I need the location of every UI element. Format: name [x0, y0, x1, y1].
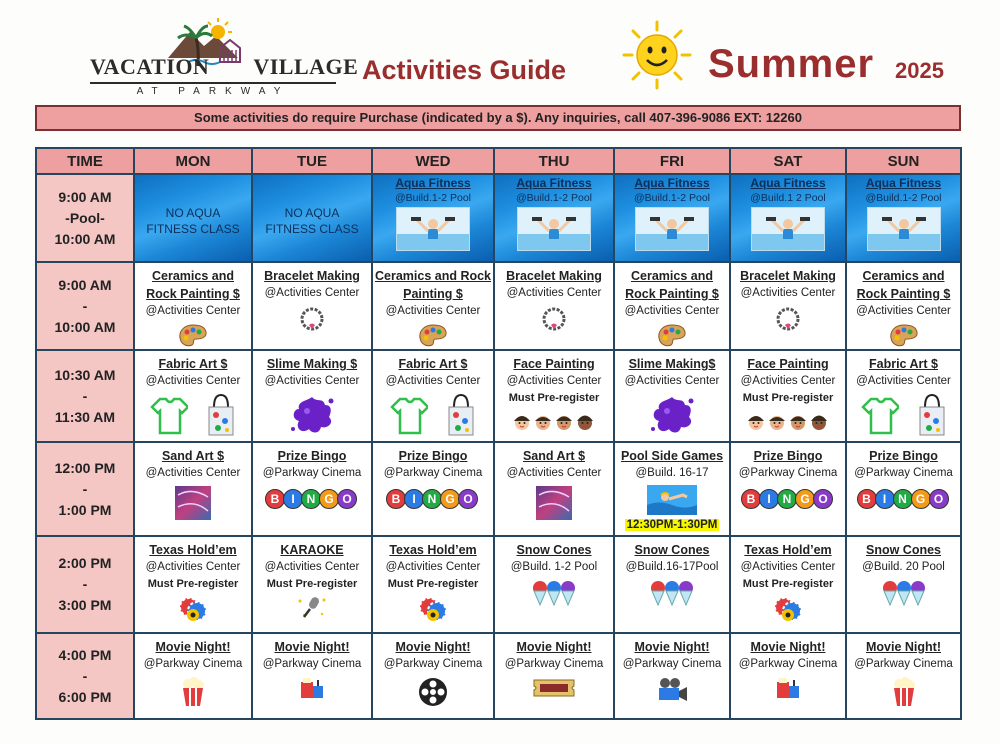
time-text: 12:00 PM: [54, 459, 116, 476]
movie-snacks-icon: [299, 676, 325, 700]
activity-location: @Parkway Cinema: [262, 467, 362, 479]
time-slot-label: [36, 262, 134, 350]
dumbbell-swimmer-icon: [636, 208, 708, 250]
activity-icon-wrap: [731, 595, 845, 623]
activity-title: Fabric Art $: [158, 357, 228, 371]
activity-cell: [494, 174, 614, 262]
activity-cell: [372, 633, 494, 719]
activity-title: Bracelet Making: [506, 269, 602, 283]
activity-cell: [730, 633, 846, 719]
aqua-fitness-image: [867, 207, 941, 251]
activity-title: Fabric Art $: [868, 357, 938, 371]
activity-icon-wrap: [731, 676, 845, 700]
activity-title: Aqua Fitness: [865, 176, 942, 190]
activity-title: Face Painting: [513, 357, 595, 371]
activity-location: @Activities Center: [264, 287, 360, 299]
tshirt-bag-icon: [150, 395, 188, 435]
activity-cell: [730, 442, 846, 536]
bingo-ball: N: [777, 489, 797, 509]
no-aqua-fitness-text: [135, 175, 251, 237]
activity-icon-wrap: [847, 676, 960, 708]
activity-location: @Parkway Cinema: [854, 467, 953, 479]
activity-cell: [494, 442, 614, 536]
activity-icon-wrap: [135, 393, 251, 437]
time-slot-label: [36, 633, 134, 719]
activity-icon-wrap: [253, 676, 371, 700]
activity-title: Aqua Fitness: [634, 176, 710, 190]
activity-title: Aqua Fitness: [516, 176, 592, 190]
activity-location: @Build.1-2 Pool: [865, 192, 942, 204]
no-aqua-fitness-text: [253, 175, 371, 237]
day-header-row: [36, 148, 961, 174]
activity-cell: [134, 633, 252, 719]
bingo-ball: O: [813, 489, 833, 509]
activity-location: @Build.1-2 Pool: [633, 192, 711, 204]
activity-icon-wrap: [731, 485, 845, 509]
activity-icon-wrap: [847, 485, 960, 509]
activity-icon-wrap: [253, 393, 371, 435]
bingo-ball: B: [386, 489, 406, 509]
activity-location: @Activities Center: [506, 467, 602, 479]
poker-chips-icon: [772, 595, 804, 623]
time-text: 2:00 PM: [58, 555, 112, 571]
logo-word-vacation: VACATION: [90, 54, 210, 79]
bracelet-icon: [298, 305, 326, 333]
activity-title: Texas Hold’em: [389, 543, 477, 557]
bingo-icon: [388, 489, 478, 509]
activity-icon-wrap: [495, 409, 613, 435]
tote-bag-icon: [917, 393, 947, 437]
activity-icon-wrap: [495, 305, 613, 333]
microphone-icon: [294, 595, 330, 619]
no-aqua-line: FITNESS CLASS: [146, 222, 240, 236]
aqua-fitness-image: [517, 207, 591, 251]
activity-location: @Parkway Cinema: [854, 658, 953, 670]
bingo-ball: B: [265, 489, 285, 509]
logo-subtitle: AT PARKWAY: [136, 86, 290, 97]
activity-icon-wrap: [731, 305, 845, 333]
activity-title: Movie Night!: [395, 640, 471, 654]
column-header-time: TIME: [36, 148, 134, 174]
activity-icon-wrap: [253, 305, 371, 333]
painted-faces-icon: [512, 409, 596, 435]
activity-icon-wrap: [253, 485, 371, 509]
activity-icon-wrap: [135, 676, 251, 708]
activity-title: Pool Side Games: [620, 449, 724, 463]
activity-location: @Activities Center: [385, 305, 481, 317]
time-text: 11:30 AM: [54, 408, 116, 425]
bingo-ball: B: [741, 489, 761, 509]
movie-ticket-icon: [532, 676, 576, 700]
time-text: -: [82, 480, 88, 497]
activity-cell: [614, 350, 730, 442]
film-camera-icon: [655, 676, 689, 702]
pre-register-note: Must Pre-register: [147, 578, 239, 590]
snow-cones-icon: [650, 579, 694, 607]
activity-icon-wrap: [253, 595, 371, 619]
activity-cell: [846, 442, 961, 536]
activity-title: Aqua Fitness: [750, 176, 826, 190]
activity-location: @Build. 16-17: [635, 467, 709, 479]
activity-location: @Parkway Cinema: [738, 658, 838, 670]
activity-location: @Activities Center: [624, 375, 720, 387]
activity-title: Movie Night!: [516, 640, 592, 654]
activity-location: @Activities Center: [145, 561, 241, 573]
time-text: 9:00 AM: [58, 188, 112, 205]
activity-title: Movie Night!: [274, 640, 350, 654]
activity-cell: [252, 442, 372, 536]
bingo-ball: N: [301, 489, 321, 509]
vacation-village-logo: [82, 18, 359, 100]
dumbbell-swimmer-icon: [518, 208, 590, 250]
film-projector-icon: [417, 676, 449, 708]
activity-location: @Activities Center: [506, 287, 602, 299]
activity-location: @Activities Center: [264, 375, 360, 387]
column-header-sat: SAT: [730, 148, 846, 174]
sand-art-icon: [535, 485, 573, 521]
bingo-ball: G: [440, 489, 460, 509]
pre-register-note: Must Pre-register: [742, 392, 834, 404]
bracelet-icon: [540, 305, 568, 333]
column-header-thu: THU: [494, 148, 614, 174]
activity-location: @Activities Center: [145, 467, 241, 479]
time-slot-row: [36, 633, 961, 719]
activity-cell: [134, 536, 252, 633]
activity-icon-wrap: [847, 323, 960, 349]
activity-cell: [252, 262, 372, 350]
activity-location: @Activities Center: [145, 375, 241, 387]
pre-register-note: Must Pre-register: [508, 392, 600, 404]
time-slot-label: [36, 174, 134, 262]
activity-title: Ceramics and Rock Painting $: [625, 269, 719, 301]
bingo-ball: N: [422, 489, 442, 509]
activity-title: Sand Art $: [161, 449, 225, 463]
snow-cones-icon: [532, 579, 576, 607]
time-text: 10:00 AM: [54, 230, 116, 247]
activity-title: Aqua Fitness: [395, 176, 471, 190]
palette-icon: [418, 323, 448, 349]
activity-icon-wrap: [615, 676, 729, 702]
bingo-icon: [267, 489, 357, 509]
tshirt-bag-icon: [861, 395, 899, 435]
activity-location: @Build.1 2 Pool: [750, 192, 826, 204]
aqua-fitness-image: [396, 207, 470, 251]
activities-schedule-table: [35, 147, 962, 720]
time-slot-row: [36, 442, 961, 536]
column-header-wed: WED: [372, 148, 494, 174]
bracelet-icon: [774, 305, 802, 333]
activity-icon-wrap: [495, 676, 613, 700]
palette-icon: [657, 323, 687, 349]
activity-cell: [494, 350, 614, 442]
bingo-ball: O: [337, 489, 357, 509]
dumbbell-swimmer-icon: [868, 208, 940, 250]
activity-location: @Activities Center: [385, 375, 481, 387]
activity-title: Fabric Art $: [398, 357, 468, 371]
activity-icon-wrap: [373, 595, 493, 623]
activity-location: @Activities Center: [264, 561, 360, 573]
tote-bag-icon: [446, 393, 476, 437]
activity-cell: [134, 442, 252, 536]
logo-divider: [90, 82, 336, 84]
bingo-icon: [859, 489, 949, 509]
activity-cell: [730, 350, 846, 442]
time-highlight-badge: 12:30PM-1:30PM: [626, 519, 718, 531]
bingo-ball: B: [857, 489, 877, 509]
activity-cell: [846, 536, 961, 633]
aqua-fitness-image: [635, 207, 709, 251]
activity-location: @Build. 20 Pool: [862, 561, 945, 573]
activity-cell: [494, 536, 614, 633]
poker-chips-icon: [177, 595, 209, 623]
poker-chips-icon: [417, 595, 449, 623]
popcorn-icon: [891, 676, 917, 708]
activity-title: Bracelet Making: [740, 269, 836, 283]
activity-title: Movie Night!: [634, 640, 710, 654]
bingo-ball: I: [404, 489, 424, 509]
pre-register-note: Must Pre-register: [742, 578, 834, 590]
page-title: Activities Guide: [362, 55, 567, 85]
activity-title: Texas Hold’em: [149, 543, 237, 557]
time-text: 10:30 AM: [54, 366, 116, 383]
activity-title: Sand Art $: [522, 449, 586, 463]
popcorn-icon: [180, 676, 206, 708]
activity-cell: [846, 262, 961, 350]
activity-location: @Parkway Cinema: [383, 467, 483, 479]
activity-title: Snow Cones: [516, 543, 592, 557]
bingo-ball: G: [911, 489, 931, 509]
time-text: -Pool-: [65, 209, 105, 226]
activity-cell: [614, 633, 730, 719]
time-text: 10:00 AM: [54, 318, 116, 335]
activity-title: Prize Bingo: [869, 449, 938, 463]
activity-cell: [846, 174, 961, 262]
bingo-ball: O: [458, 489, 478, 509]
activity-location: @Activities Center: [740, 287, 836, 299]
no-aqua-line: NO AQUA: [165, 206, 221, 220]
activity-cell: [372, 536, 494, 633]
activity-cell: [252, 174, 372, 262]
activity-cell: [252, 536, 372, 633]
activity-location: @Parkway Cinema: [143, 658, 243, 670]
column-header-mon: MON: [134, 148, 252, 174]
activity-location: @Activities Center: [740, 375, 836, 387]
activity-title: Movie Night!: [750, 640, 826, 654]
activity-icon-wrap: [495, 485, 613, 521]
time-slot-label: [36, 442, 134, 536]
activity-icon-wrap: [373, 393, 493, 437]
tote-bag-icon: [206, 393, 236, 437]
logo-word-village: VILLAGE: [253, 54, 359, 79]
activity-location: @Parkway Cinema: [622, 658, 722, 670]
activity-title: Prize Bingo: [277, 449, 347, 463]
bingo-ball: O: [929, 489, 949, 509]
season-title: Summer: [708, 42, 875, 86]
activity-title: Slime Making$: [628, 357, 716, 371]
activity-cell: [372, 262, 494, 350]
activity-icon-wrap: [847, 579, 960, 607]
column-header-sun: SUN: [846, 148, 961, 174]
no-aqua-line: NO AQUA: [284, 206, 340, 220]
tshirt-bag-icon: [390, 395, 428, 435]
aqua-fitness-image: [751, 207, 825, 251]
activity-cell: [252, 633, 372, 719]
bingo-ball: G: [319, 489, 339, 509]
activity-cell: [494, 633, 614, 719]
time-text: 9:00 AM: [58, 276, 112, 293]
bingo-ball: N: [893, 489, 913, 509]
activity-location: @Build.1-2 Pool: [515, 192, 593, 204]
activity-title: Slime Making $: [266, 357, 358, 371]
activity-cell: [494, 262, 614, 350]
activity-title: KARAOKE: [280, 543, 344, 557]
time-text: -: [82, 667, 88, 684]
no-aqua-line: FITNESS CLASS: [265, 222, 359, 236]
time-text: -: [82, 576, 88, 592]
activity-cell: [730, 174, 846, 262]
activity-title: Bracelet Making: [264, 269, 360, 283]
activity-location: @Activities Center: [506, 375, 602, 387]
dumbbell-swimmer-icon: [397, 208, 469, 250]
time-slot-row: [36, 174, 961, 262]
activity-cell: [614, 536, 730, 633]
time-slot-label: [36, 350, 134, 442]
time-text: 1:00 PM: [58, 501, 112, 518]
time-text: 3:00 PM: [58, 597, 112, 613]
activity-title: Movie Night!: [866, 640, 941, 654]
activity-title: Ceramics and Rock Painting $: [374, 269, 492, 301]
season-year: 2025: [895, 58, 944, 83]
palette-icon: [178, 323, 208, 349]
movie-snacks-icon: [775, 676, 801, 700]
activity-cell: [372, 174, 494, 262]
activity-title: Prize Bingo: [398, 449, 468, 463]
activity-icon-wrap: [615, 485, 729, 515]
activity-location: @Parkway Cinema: [383, 658, 483, 670]
activity-icon-wrap: [495, 579, 613, 607]
activity-location: @Activities Center: [740, 561, 836, 573]
bingo-ball: I: [283, 489, 303, 509]
activity-cell: [730, 262, 846, 350]
smiling-sun-icon: [622, 20, 692, 90]
bingo-icon: [743, 489, 833, 509]
activity-title: Ceramics and Rock Painting $: [856, 269, 951, 301]
swimmer-icon: [647, 485, 697, 515]
bingo-ball: I: [875, 489, 895, 509]
activity-icon-wrap: [373, 485, 493, 509]
activity-cell: [614, 442, 730, 536]
purchase-notice-banner: Some activities do require Purchase (indicated by a $). Any inquiries, call 407-396-9086 EXT: 12260: [35, 105, 961, 131]
pre-register-note: Must Pre-register: [266, 578, 358, 590]
painted-faces-icon: [746, 409, 830, 435]
activity-location: @Parkway Cinema: [504, 658, 604, 670]
palette-icon: [889, 323, 919, 349]
activity-icon-wrap: [615, 579, 729, 607]
activity-cell: [134, 262, 252, 350]
time-slot-label: [36, 536, 134, 633]
activity-cell: [134, 174, 252, 262]
activity-cell: [614, 174, 730, 262]
activity-location: @Build. 1-2 Pool: [510, 561, 598, 573]
activity-location: @Activities Center: [856, 375, 951, 387]
activity-icon-wrap: [847, 393, 960, 437]
column-header-fri: FRI: [614, 148, 730, 174]
activity-location: @Activities Center: [145, 305, 241, 317]
time-slot-row: [36, 536, 961, 633]
snow-cones-icon: [882, 579, 926, 607]
time-slot-row: [36, 262, 961, 350]
activity-cell: [252, 350, 372, 442]
time-text: -: [82, 297, 88, 314]
activity-location: @Build.1-2 Pool: [394, 192, 472, 204]
activity-icon-wrap: [615, 393, 729, 435]
activity-title: Face Painting: [747, 357, 829, 371]
activity-cell: [134, 350, 252, 442]
activity-cell: [846, 350, 961, 442]
activity-title: Texas Hold’em: [744, 543, 832, 557]
activity-title: Snow Cones: [634, 543, 710, 557]
activity-cell: [730, 536, 846, 633]
activity-cell: [614, 262, 730, 350]
activity-location: @Parkway Cinema: [262, 658, 362, 670]
activity-icon-wrap: [615, 323, 729, 349]
activity-location: @Activities Center: [624, 305, 720, 317]
activity-icon-wrap: [135, 485, 251, 521]
activity-location: @Build.16-17Pool: [625, 561, 719, 573]
activity-location: @Activities Center: [385, 561, 481, 573]
activity-cell: [846, 633, 961, 719]
activity-title: Snow Cones: [865, 543, 941, 557]
activity-location: @Activities Center: [856, 305, 951, 317]
activity-icon-wrap: [731, 409, 845, 435]
time-text: 6:00 PM: [58, 688, 112, 705]
activity-cell: [372, 350, 494, 442]
bingo-ball: I: [759, 489, 779, 509]
slime-splat-icon: [649, 393, 695, 435]
time-slot-row: [36, 350, 961, 442]
pre-register-note: Must Pre-register: [387, 578, 479, 590]
activity-icon-wrap: [135, 595, 251, 623]
activity-title: Prize Bingo: [753, 449, 823, 463]
time-text: -: [82, 387, 88, 404]
activity-icon-wrap: [373, 323, 493, 349]
dumbbell-swimmer-icon: [752, 208, 824, 250]
activity-title: Ceramics and Rock Painting $: [146, 269, 240, 301]
activity-icon-wrap: [135, 323, 251, 349]
bingo-ball: G: [795, 489, 815, 509]
activity-cell: [372, 442, 494, 536]
slime-splat-icon: [289, 393, 335, 435]
activity-location: @Parkway Cinema: [738, 467, 838, 479]
time-text: 4:00 PM: [58, 646, 112, 663]
sand-art-icon: [174, 485, 212, 521]
activity-icon-wrap: [373, 676, 493, 708]
column-header-tue: TUE: [252, 148, 372, 174]
activity-title: Movie Night!: [155, 640, 231, 654]
